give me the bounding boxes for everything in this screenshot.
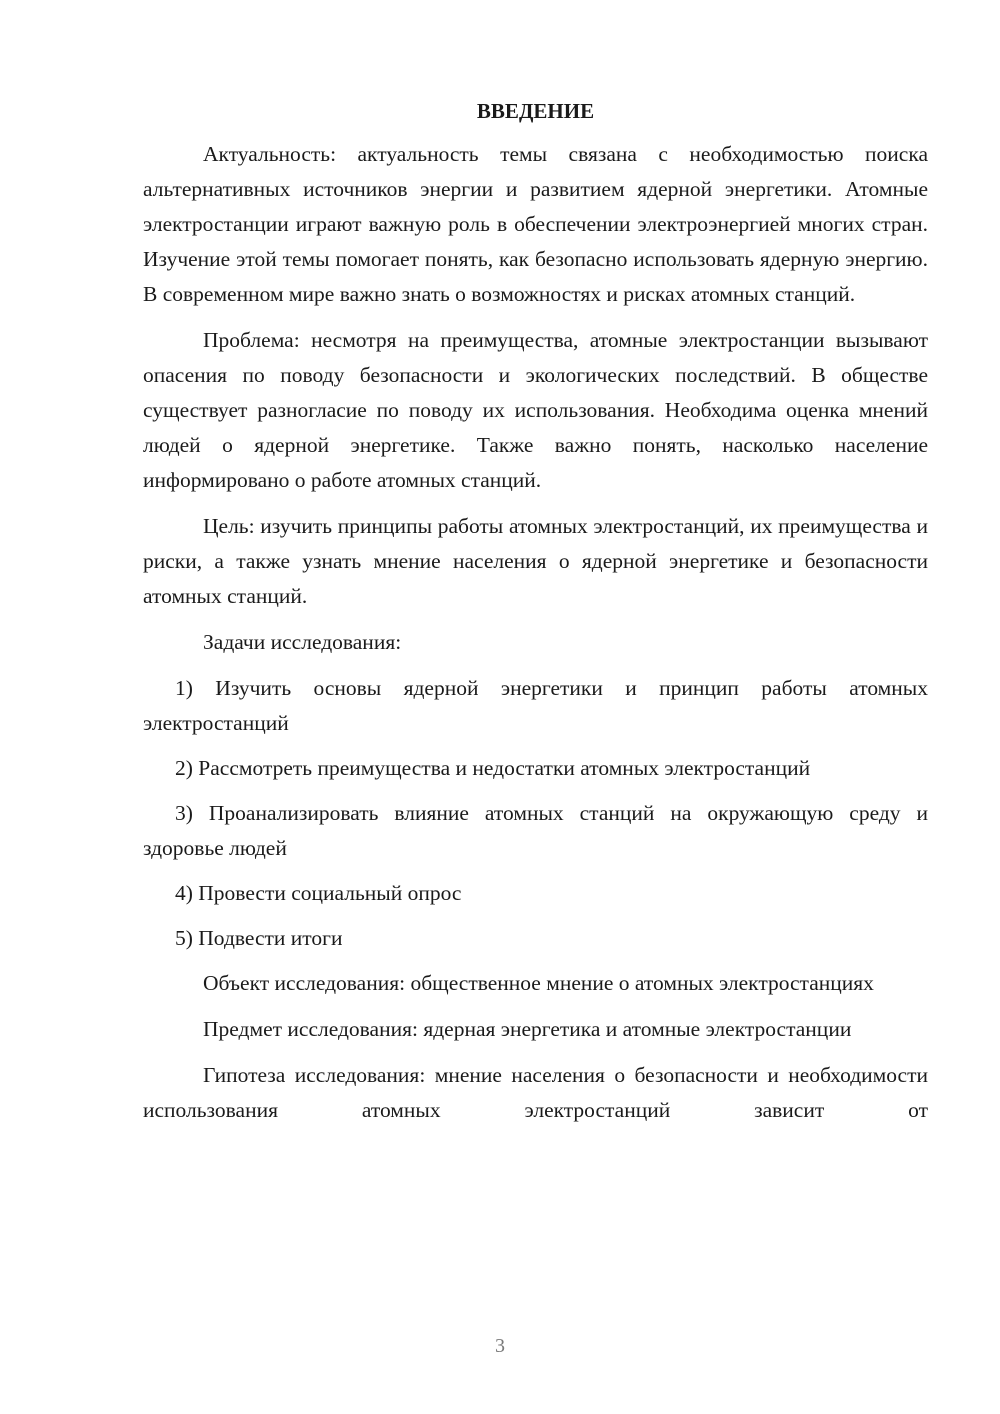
- task-item-4: 4) Провести социальный опрос: [175, 881, 462, 905]
- page-number: 3: [495, 1335, 505, 1357]
- task-item-3: 3) Проанализировать влияние атомных станций на окружающую среду и здоровье людей: [143, 801, 928, 860]
- subject-paragraph: Предмет исследования: ядерная энергетика и атомные электростанции: [203, 1017, 852, 1041]
- task-item-2: 2) Рассмотреть преимущества и недостатки атомных электростанций: [175, 756, 811, 780]
- document-page: [143, 96, 928, 1139]
- goal-paragraph: Цель: изучить принципы работы атомных электростанций, их преимущества и риски, а также узнать мнение населения о ядерной энергетике и безопасности атомных станций.: [143, 514, 928, 608]
- problem-paragraph: Проблема: несмотря на преимущества, атомные электростанции вызывают опасения по поводу безопасности и экологических последствий. В обществе существует разногласие по поводу их использования. Необходима оценка мнений людей о ядерной энергетике. Также важно понять, насколько население информировано о работе атомных станций.: [143, 328, 928, 492]
- relevance-paragraph: Актуальность: актуальность темы связана с необходимостью поиска альтернативных источников энергии и развитием ядерной энергетики. Атомные электростанции играют важную роль в обеспечении электроэнергией многих стран. Изучение этой темы помогает понять, как безопасно использовать ядерную энергию. В современном мире важно знать о возможностях и рисках атомных станций.: [143, 142, 928, 306]
- page-title: ВВЕДЕНИЕ: [476, 99, 595, 123]
- tasks-heading: Задачи исследования:: [203, 630, 402, 654]
- object-paragraph: Объект исследования: общественное мнение о атомных электростанциях: [203, 971, 874, 995]
- hypothesis-paragraph: Гипотеза исследования: мнение населения о безопасности и необходимости использования атомных электростанций зависит от: [143, 1063, 928, 1122]
- task-item-5: 5) Подвести итоги: [175, 926, 343, 950]
- task-item-1: 1) Изучить основы ядерной энергетики и принцип работы атомных электростанций: [143, 676, 928, 735]
